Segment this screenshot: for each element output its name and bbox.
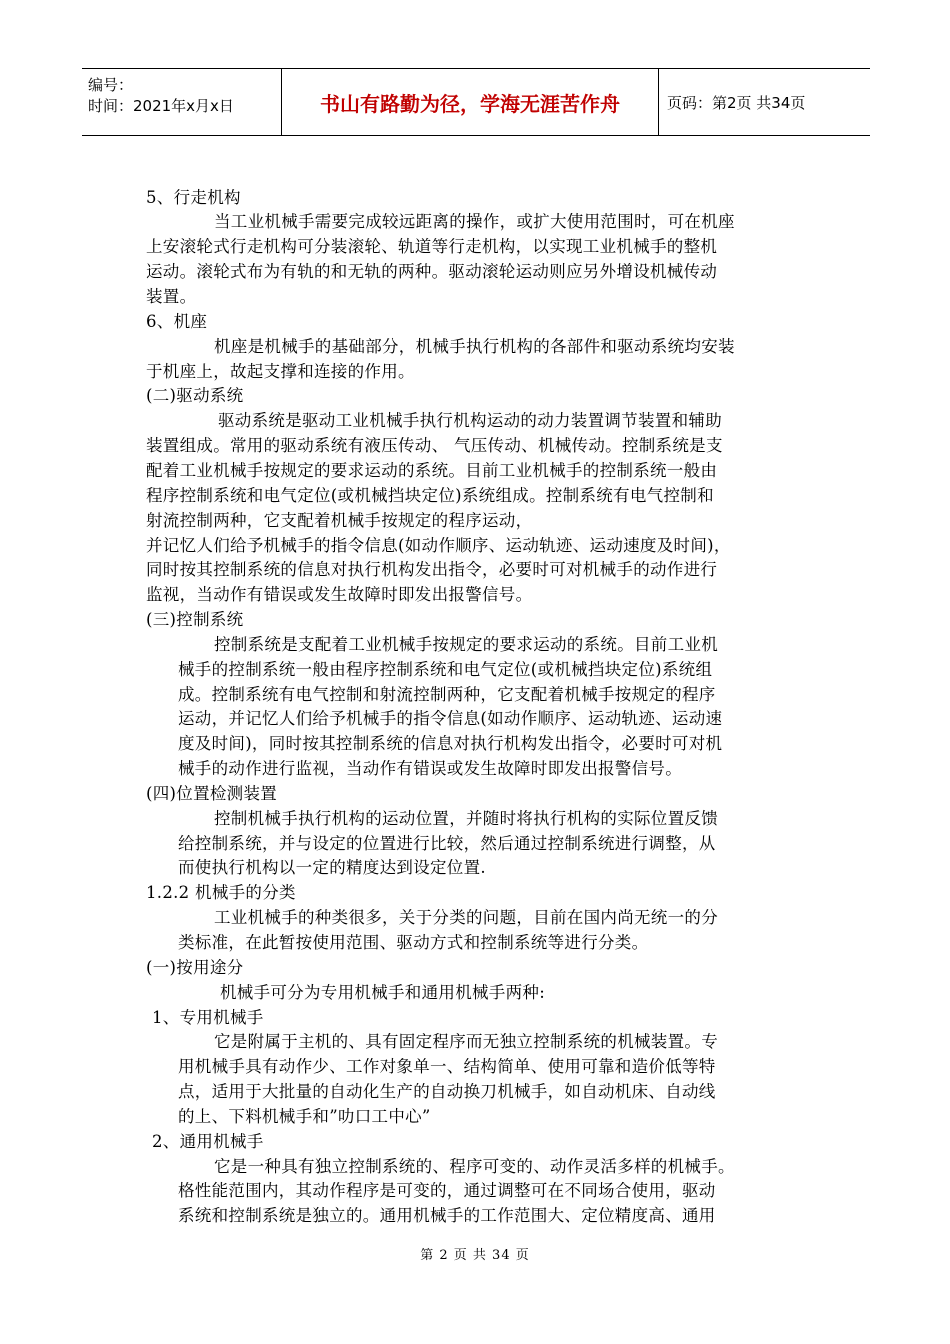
section-heading: 1、专用机械手	[152, 1008, 264, 1027]
paragraph-line: 同时按其控制系统的信息对执行机构发出指令，必要时可对机械手的动作进行	[146, 560, 718, 579]
paragraph-line: 程序控制系统和电气定位(或机械挡块定位)系统组成。控制系统有电气控制和	[146, 486, 714, 505]
page-header	[82, 68, 870, 136]
paragraph-line: 械手的控制系统一般由程序控制系统和电气定位(或机械挡块定位)系统组	[178, 660, 713, 679]
paragraph-line: 机座是机械手的基础部分，机械手执行机构的各部件和驱动系统均安装	[214, 337, 735, 356]
paragraph-line: 械手的动作进行监视，当动作有错误或发生故障时即发出报警信号。	[178, 759, 682, 778]
section-heading: 1.2.2 机械手的分类	[146, 883, 296, 902]
doc-date-label: 时间：2021年x月x日	[88, 97, 234, 115]
paragraph-line: 类标准，在此暂按使用范围、驱动方式和控制系统等进行分类。	[178, 933, 649, 952]
paragraph-line: 它是附属于主机的、具有固定程序而无独立控制系统的机械装置。专	[214, 1032, 718, 1051]
section-heading: 6、机座	[146, 312, 208, 331]
paragraph-line: 系统和控制系统是独立的。通用机械手的工作范围大、定位精度高、通用	[178, 1206, 716, 1225]
paragraph-line: 并记忆人们给予机械手的指令信息(如动作顺序、运动轨迹、运动速度及时间)，	[146, 536, 731, 555]
header-page-label: 页码：第2页 共34页	[667, 93, 806, 112]
paragraph-line: 成。控制系统有电气控制和射流控制两种，它支配着机械手按规定的程序	[178, 685, 716, 704]
paragraph-line: 机械手可分为专用机械手和通用机械手两种:	[220, 983, 546, 1002]
paragraph-line: 它是一种具有独立控制系统的、程序可变的、动作灵活多样的机械手。	[214, 1157, 735, 1176]
paragraph-line: 给控制系统，并与设定的位置进行比较，然后通过控制系统进行调整，从	[178, 834, 716, 853]
paragraph-line: 工业机械手的种类很多，关于分类的问题，目前在国内尚无统一的分	[214, 908, 718, 927]
paragraph-line: 的上、下料机械手和”叻口工中心”	[178, 1107, 431, 1126]
paragraph-line: 当工业机械手需要完成较远距离的操作，或扩大使用范围时，可在机座	[214, 212, 735, 231]
section-heading: 5、行走机构	[146, 188, 241, 207]
header-meta	[82, 69, 282, 135]
paragraph-line: 控制系统是支配着工业机械手按规定的要求运动的系统。目前工业机	[214, 635, 718, 654]
paragraph-line: 而使执行机构以一定的精度达到设定位置.	[178, 858, 486, 877]
paragraph-line: 配着工业机械手按规定的要求运动的系统。目前工业机械手的控制系统一般由	[146, 461, 718, 480]
paragraph-line: 运动。滚轮式布为有轨的和无轨的两种。驱动滚轮运动则应另外增设机械传动	[146, 262, 718, 281]
paragraph-line: 于机座上，故起支撑和连接的作用。	[146, 362, 415, 381]
paragraph-line: 控制机械手执行机构的运动位置，并随时将执行机构的实际位置反馈	[214, 809, 718, 828]
paragraph-line: 监视，当动作有错误或发生故障时即发出报警信号。	[146, 585, 533, 604]
page-footer: 第 2 页 共 34 页	[420, 1248, 530, 1263]
paragraph-line: 装置组成。常用的驱动系统有液压传动、 气压传动、机械传动。控制系统是支	[146, 436, 723, 455]
paragraph-line: 运动，并记忆人们给予机械手的指令信息(如动作顺序、运动轨迹、运动速	[178, 709, 723, 728]
paragraph-line: 点，适用于大批量的自动化生产的自动换刀机械手，如自动机床、自动线	[178, 1082, 716, 1101]
doc-number-label: 编号：	[88, 76, 134, 94]
paragraph-line: 驱动系统是驱动工业机械手执行机构运动的动力装置调节装置和辅助	[218, 411, 722, 430]
paragraph-line: 上安滚轮式行走机构可分装滚轮、轨道等行走机构，以实现工业机械手的整机	[146, 237, 718, 256]
section-heading: (四)位置检测装置	[146, 784, 278, 803]
paragraph-line: 用机械手具有动作少、工作对象单一、结构简单、使用可靠和造价低等特	[178, 1057, 716, 1076]
header-motto: 书山有路勤为径，学海无涯苦作舟	[282, 69, 659, 135]
section-heading: (一)按用途分	[146, 958, 244, 977]
paragraph-line: 格性能范围内，其动作程序是可变的，通过调整可在不同场合使用，驱动	[178, 1181, 716, 1200]
section-heading: (二)驱动系统	[146, 386, 244, 405]
paragraph-line: 射流控制两种，它支配着机械手按规定的程序运动，	[146, 511, 533, 530]
paragraph-line: 度及时间)，同时按其控制系统的信息对执行机构发出指令，必要时可对机	[178, 734, 723, 753]
section-heading: (三)控制系统	[146, 610, 244, 629]
section-heading: 2、通用机械手	[152, 1132, 264, 1151]
paragraph-line: 装置。	[146, 287, 197, 306]
